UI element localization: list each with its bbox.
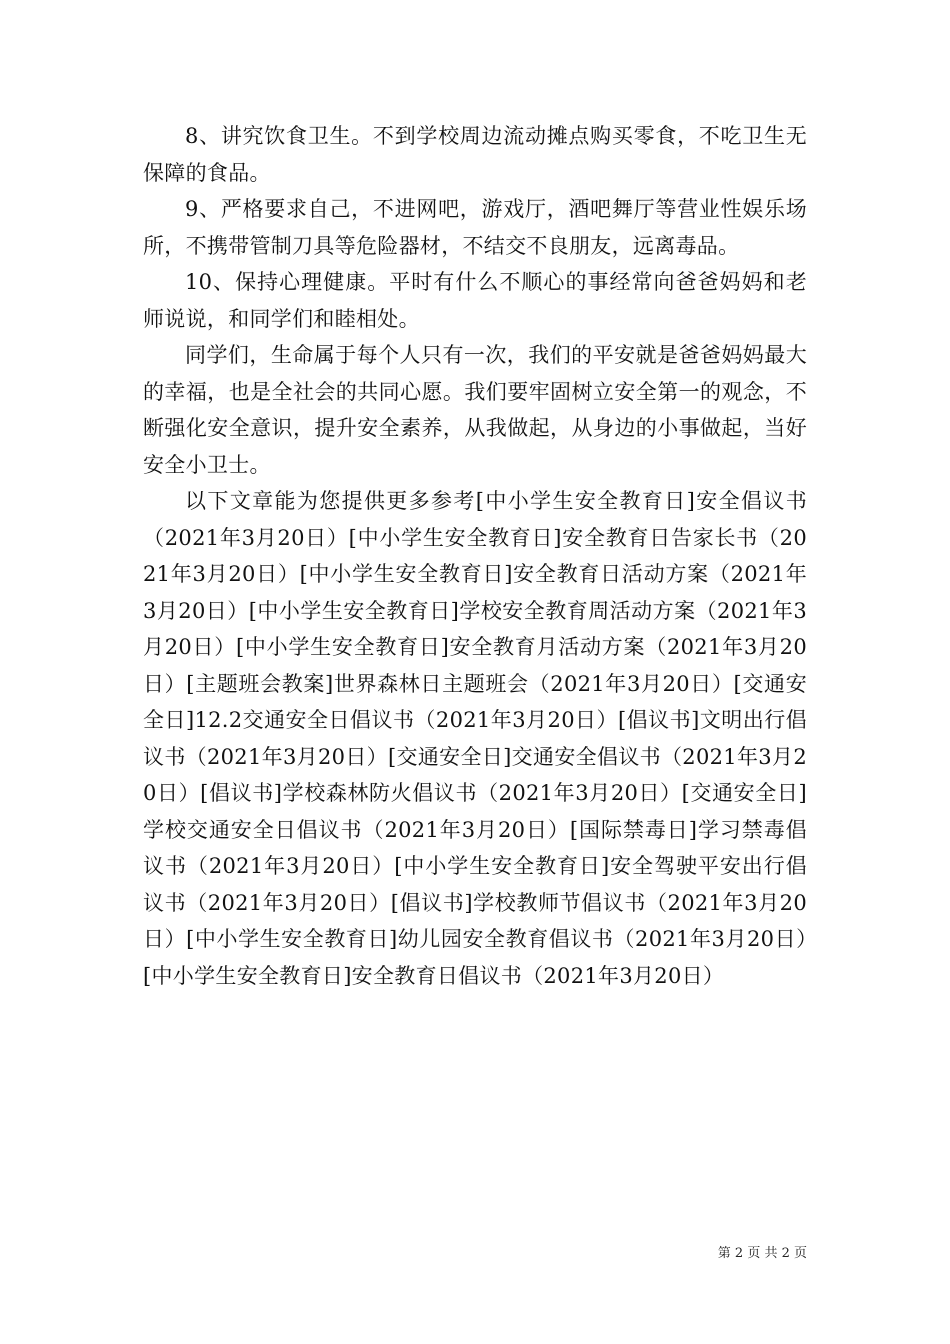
paragraph-item-9: 9、严格要求自己，不进网吧，游戏厅，酒吧舞厅等营业性娱乐场所，不携带管制刀具等危险器材，不结交不良朋友，远离毒品。 [143,197,807,258]
paragraph-conclusion: 同学们，生命属于每个人只有一次，我们的平安就是爸爸妈妈最大的幸福，也是全社会的共同心愿。我们要牢固树立安全第一的观念，不断强化安全意识，提升安全素养，从我做起，从身边的小事做起，当好安全小卫士。 [143,343,807,477]
paragraph-related-articles: 以下文章能为您提供更多参考[中小学生安全教育日]安全倡议书（2021年3月20日）[中小学生安全教育日]安全教育日告家长书（2021年3月20日）[中小学生安全教育日]安全教育日活动方案（2021年3月20日）[中小学生安全教育日]学校安全教育周活动方案（2021年3月20日）[中小学生安全教育日]安全教育月活动方案（2021年3月20日）[主题班会教案]世界森林日主题班会（2021年3月20日）[交通安全日]12.2交通安全日倡议书（2021年3月20日）[倡议书]文明出行倡议书（2021年3月20日）[交通安全日]交通安全倡议书（2021年3月20日）[倡议书]学校森林防火倡议书（2021年3月20日）[交通安全日]学校交通安全日倡议书（2021年3月20日）[国际禁毒日]学习禁毒倡议书（2021年3月20日）[中小学生安全教育日]安全驾驶平安出行倡议书（2021年3月20日）[倡议书]学校教师节倡议书（2021年3月20日）[中小学生安全教育日]幼儿园安全教育倡议书（2021年3月20日）[中小学生安全教育日]安全教育日倡议书（2021年3月20日） [143,489,807,988]
document-body [143,118,807,994]
page-number-footer: 第 2 页 共 2 页 [717,1246,807,1261]
paragraph-item-10: 10、保持心理健康。平时有什么不顺心的事经常向爸爸妈妈和老师说说，和同学们和睦相处。 [143,270,807,331]
paragraph-item-8: 8、讲究饮食卫生。不到学校周边流动摊点购买零食，不吃卫生无保障的食品。 [143,124,807,185]
